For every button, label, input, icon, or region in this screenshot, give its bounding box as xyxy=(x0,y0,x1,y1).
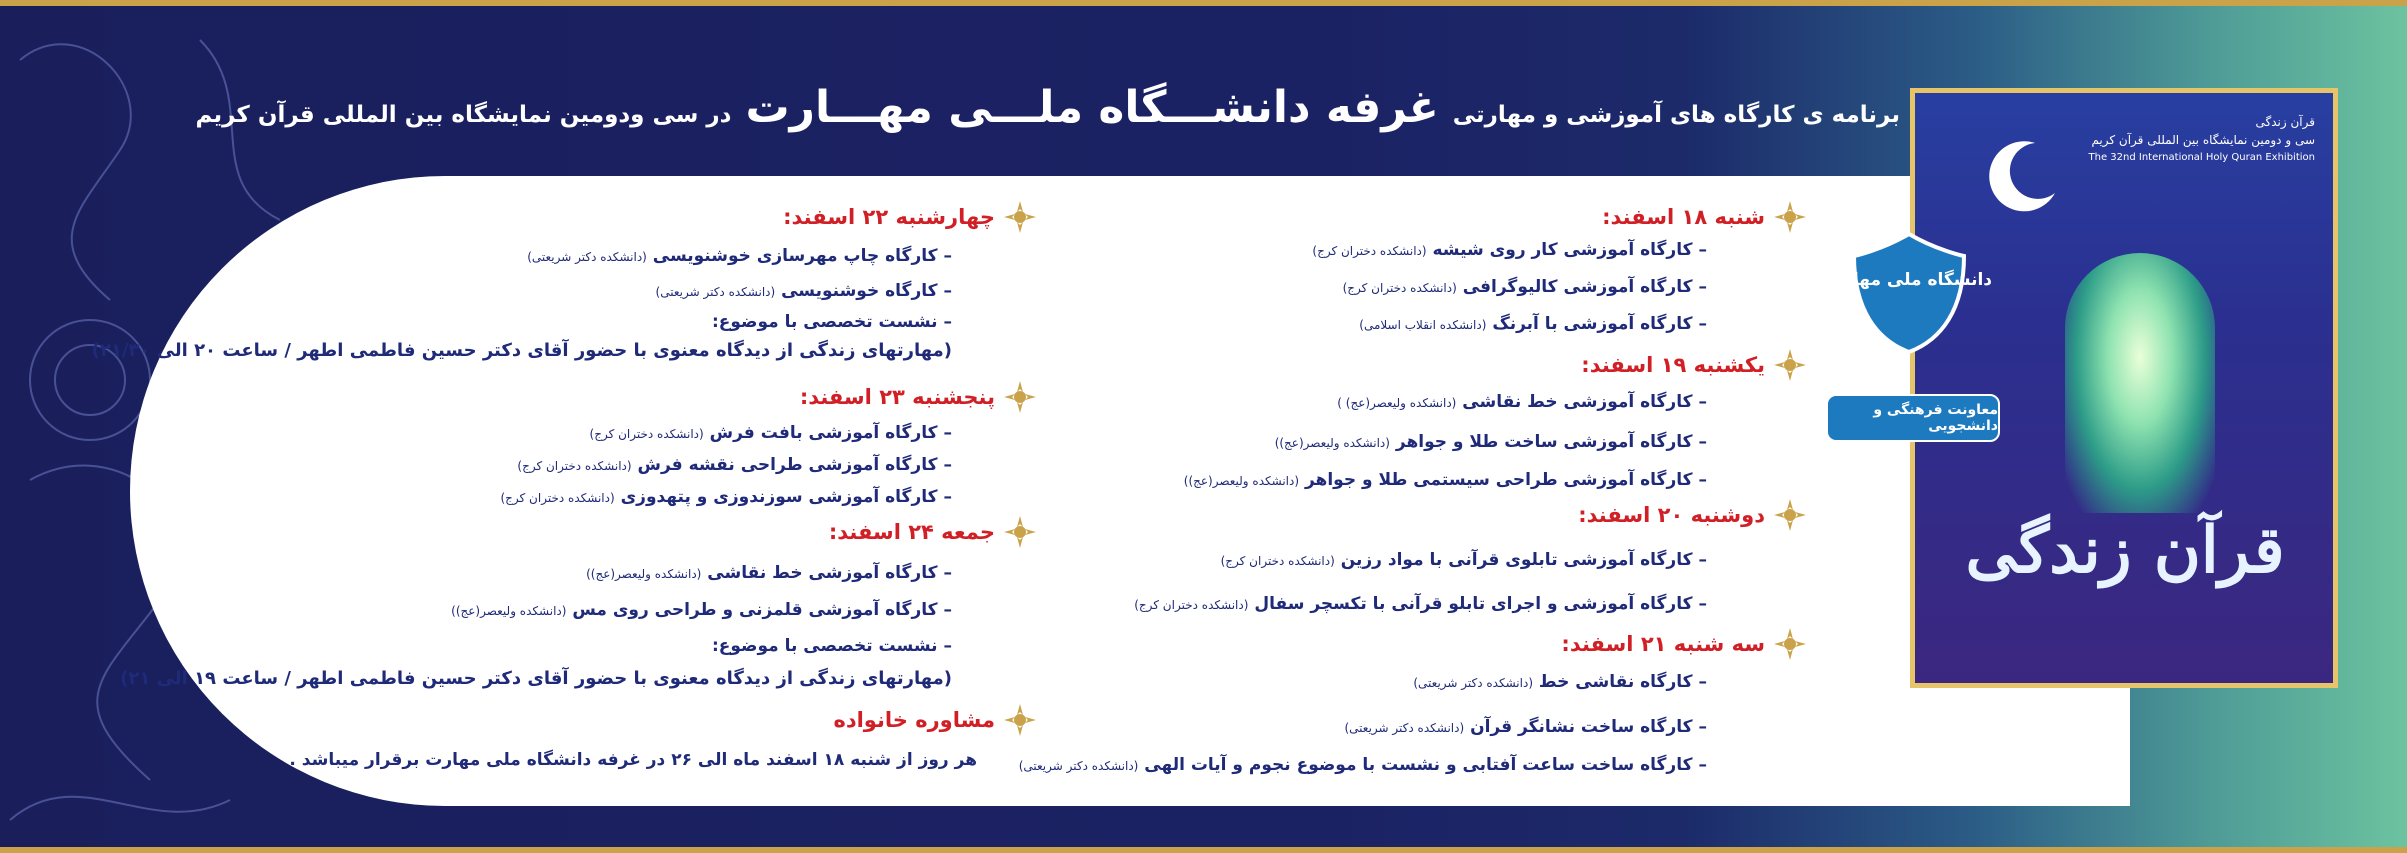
list-item: –کارگاه آموزشی با آبرنگ (دانشکده انقلاب اسلامی) xyxy=(1359,314,1707,334)
ornament-icon xyxy=(1003,515,1037,549)
list-item: –کارگاه آموزشی خط نقاشی (دانشکده ولیعصر(عج)) xyxy=(586,563,952,583)
day-label: سه شنبه ۲۱ اسفند: xyxy=(1561,632,1765,656)
day-title xyxy=(1561,627,1807,661)
ornament-icon xyxy=(1773,627,1807,661)
list-item: –کارگاه آموزشی سوزندوزی و پتهدوزی (دانشکده دختران کرج) xyxy=(500,487,952,507)
list-item: –نشست تخصصی با موضوع: xyxy=(711,636,952,656)
poster-calligraphy: قرآن زندگی xyxy=(1965,513,2285,588)
list-item: –کارگاه آموزشی کالیوگرافی (دانشکده دختران کرج) xyxy=(1342,277,1707,297)
bottom-gold-border xyxy=(0,847,2407,853)
crescent-moon-icon xyxy=(1975,133,2065,223)
list-item: –کارگاه آموزشی طراحی نقشه فرش (دانشکده دختران کرج) xyxy=(517,455,952,475)
day-title xyxy=(1581,348,1807,382)
title-main: غرفه دانشـــگاه ملـــی مهـــارت xyxy=(745,82,1439,133)
day-label: جمعه ۲۴ اسفند: xyxy=(828,520,995,544)
list-item: –کارگاه نقاشی خط (دانشکده دکتر شریعتی) xyxy=(1413,672,1707,692)
day-label: شنبه ۱۸ اسفند: xyxy=(1602,205,1765,229)
day-title xyxy=(800,380,1037,414)
title-suffix: در سی ودومین نمایشگاه بین المللی قرآن کریم xyxy=(195,102,732,128)
list-item: –کارگاه آموزشی ساخت طلا و جواهر (دانشکده ولیعصر(عج)) xyxy=(1274,432,1707,452)
title-prefix: برنامه ی کارگاه های آموزشی و مهارتی xyxy=(1452,102,1900,128)
list-item: –کارگاه ساخت ساعت آفتابی و نشست با موضوع نجوم و آیات الهی (دانشکده دکتر شریعتی) xyxy=(1018,755,1707,775)
ornament-icon xyxy=(1773,498,1807,532)
svg-text:دانشگاه ملی مهارت: دانشگاه ملی مهارت xyxy=(1825,270,1993,290)
poster-arch xyxy=(2065,253,2215,513)
list-item: –کارگاه آموزشی طراحی سیستمی طلا و جواهر (دانشکده ولیعصر(عج)) xyxy=(1183,470,1707,490)
list-item: –کارگاه آموزشی و اجرای تابلو قرآنی با تکسچر سفال (دانشکده دختران کرج) xyxy=(1134,594,1707,614)
family-counseling-note: هر روز از شنبه ۱۸ اسفند ماه الی ۲۶ در غرفه دانشگاه ملی مهارت برقرار میباشد . xyxy=(289,750,977,770)
day-label: یکشنبه ۱۹ اسفند: xyxy=(1581,353,1765,377)
day-title xyxy=(829,515,1037,549)
day-title xyxy=(833,703,1037,737)
day-title xyxy=(783,200,1037,234)
day-title xyxy=(1578,498,1807,532)
session-details: (مهارتهای زندگی از دیدگاه معنوی با حضور آقای دکتر حسین فاطمی اطهر / ساعت ۲۰ الی ۲۱/۳۰) xyxy=(91,340,952,361)
day-label: چهارشنبه ۲۲ اسفند: xyxy=(783,205,995,229)
day-title xyxy=(1602,200,1807,234)
ornament-icon xyxy=(1003,380,1037,414)
university-logo xyxy=(1825,230,1993,356)
list-item: –نشست تخصصی با موضوع: xyxy=(711,312,952,332)
list-item: –کارگاه آموزشی بافت فرش (دانشکده دختران کرج) xyxy=(589,423,952,443)
ornament-icon xyxy=(1773,348,1807,382)
list-item: –کارگاه آموزشی قلمزنی و طراحی روی مس (دانشکده ولیعصر(عج)) xyxy=(451,600,952,620)
list-item: –کارگاه چاپ مهرسازی خوشنویسی (دانشکده دکتر شریعتی) xyxy=(527,246,952,266)
ornament-icon xyxy=(1003,200,1037,234)
list-item: –کارگاه آموزشی کار روی شیشه (دانشکده دختران کرج) xyxy=(1312,240,1707,260)
ornament-icon xyxy=(1003,703,1037,737)
list-item: –کارگاه ساخت نشانگر قرآن (دانشکده دکتر شریعتی) xyxy=(1344,717,1707,737)
poster-header: قرآن زندگی سی و دومین نمایشگاه بین المللی قرآن کریم The 32nd International Holy Quran Exhibition xyxy=(2088,115,2315,163)
page-title xyxy=(195,82,1900,152)
exhibition-poster xyxy=(1910,88,2338,688)
list-item: –کارگاه خوشنویسی (دانشکده دکتر شریعتی) xyxy=(655,281,952,301)
session-details: (مهارتهای زندگی از دیدگاه معنوی با حضور آقای دکتر حسین فاطمی اطهر / ساعت ۱۹ الی ۲۱) xyxy=(120,668,952,689)
day-label: مشاوره خانواده xyxy=(833,708,995,732)
day-label: دوشنبه ۲۰ اسفند: xyxy=(1578,503,1765,527)
list-item: –کارگاه آموزشی خط نقاشی (دانشکده ولیعصر(عج) ) xyxy=(1337,392,1707,412)
ornament-icon xyxy=(1773,200,1807,234)
top-gold-border xyxy=(0,0,2407,6)
day-label: پنجشنبه ۲۳ اسفند: xyxy=(799,385,995,409)
list-item: –کارگاه آموزشی تابلوی قرآنی با مواد رزین (دانشکده دختران کرج) xyxy=(1220,550,1707,570)
logo-caption: معاونت فرهنگی و دانشجویی xyxy=(1826,394,2000,442)
